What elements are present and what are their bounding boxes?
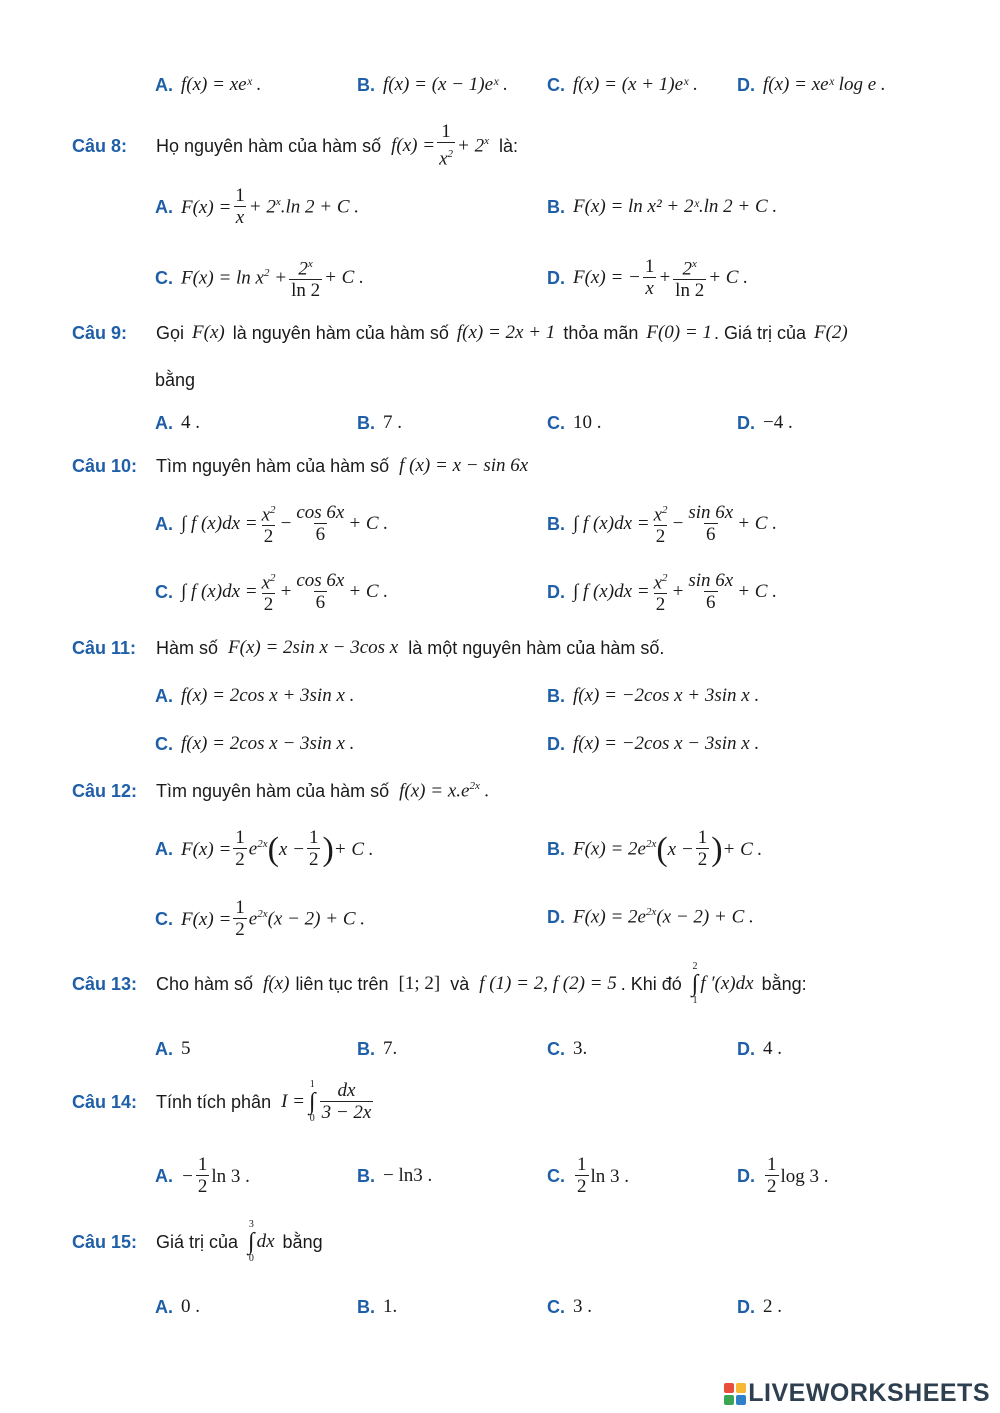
q12-option-c[interactable]: C. F(x) = $\frac{1}{2}$ $e^{2x}(x - 2) + C$ . [155, 897, 365, 940]
option-value: 1. [383, 1296, 398, 1317]
option-label: C. [155, 581, 173, 602]
option-label: B. [357, 1038, 375, 1059]
question-10: Câu 10: Tìm nguyên hàm của hàm số f (x) = x − sin 6x [72, 455, 529, 476]
option-label: A. [155, 685, 173, 706]
option-label: C. [155, 733, 173, 754]
question-text: . Giá trị của [713, 322, 806, 343]
question-text: và [450, 973, 470, 994]
q13-option-a[interactable] [155, 1038, 191, 1060]
q14-option-a[interactable]: A. − $\frac{1}{2}$ ln 3 . [155, 1154, 250, 1197]
q11-option-d[interactable] [547, 733, 759, 755]
option-label: C. [547, 412, 565, 433]
option-label: A. [155, 74, 173, 95]
option-label: D. [547, 733, 565, 754]
question-text: Tìm nguyên hàm của hàm số [156, 780, 390, 801]
option-label: A. [155, 1296, 173, 1317]
q10-option-d[interactable]: D. ∫ f (x)dx = $\frac{x^2}{2}$ + $\frac{\sin 6x}{6}$ + C . [547, 569, 777, 616]
logo-text: LIVEWORKSHEETS [748, 1379, 990, 1407]
question-label: Câu 15: [72, 1231, 138, 1252]
q11-option-c[interactable] [155, 733, 354, 755]
q9-option-c[interactable] [547, 412, 602, 434]
option-label: D. [737, 1296, 755, 1317]
q13-option-b[interactable] [357, 1038, 397, 1060]
q12-option-b[interactable]: B. $F(x) = 2e^{2x}$ ( x − $\frac{1}{2}$ ) + C . [547, 827, 763, 870]
option-value: 4 . [763, 1038, 782, 1059]
q9-option-b[interactable] [357, 412, 402, 434]
question-text: Hàm số [156, 637, 219, 658]
question-label: Câu 13: [72, 973, 138, 994]
question-label: Câu 11: [72, 637, 137, 658]
question-label: Câu 10: [72, 455, 138, 476]
question-label: Câu 12: [72, 780, 138, 801]
question-12: Câu 12: Tìm nguyên hàm của hàm số $f(x) = x.e^{2x}$ . [72, 780, 490, 802]
option-label: D. [737, 412, 755, 433]
prev-option-c[interactable] [547, 74, 698, 96]
q12-option-a[interactable]: A. F(x) = $\frac{1}{2}$ $e^{2x}$ ( x − $\frac{1}{2}$ ) + C . [155, 827, 374, 870]
option-label: C. [155, 267, 173, 288]
question-text: Cho hàm số [156, 973, 254, 994]
question-text: là nguyên hàm của hàm số [232, 322, 449, 343]
option-label: B. [357, 1165, 375, 1186]
q15-option-c[interactable] [547, 1296, 592, 1318]
question-text: . Khi đó [620, 973, 682, 994]
question-tail: là: [498, 135, 518, 156]
q11-option-a[interactable] [155, 685, 354, 707]
option-math: f(x) = 2cos x − 3sin x . [181, 733, 355, 754]
question-13: Câu 13: Cho hàm số f(x) liên tục trên [1; 2] và f (1) = 2, f (2) = 5 . Khi đó 2 ∫ 1 f ′(x)dx bằng: [72, 961, 807, 1006]
option-label: B. [547, 196, 565, 217]
option-label: C. [155, 909, 173, 929]
option-value: 7. [383, 1038, 398, 1059]
option-value: 3. [573, 1038, 588, 1059]
q14-option-c[interactable]: C. $\frac{1}{2}$ ln 3 . [547, 1154, 630, 1197]
option-label: B. [547, 839, 565, 859]
option-label: A. [155, 1038, 173, 1059]
q10-option-a[interactable]: A. ∫ f (x)dx = $\frac{x^2}{2}$ − $\frac{\cos 6x}{6}$ + C . [155, 501, 389, 548]
q9-option-a[interactable] [155, 412, 200, 434]
option-label: D. [737, 74, 755, 95]
option-value: 0 . [181, 1296, 200, 1317]
option-label: C. [547, 1038, 565, 1059]
option-value: 7 . [383, 412, 402, 433]
option-math: f(x) = −2cos x + 3sin x . [573, 685, 760, 706]
q14-option-d[interactable]: D. $\frac{1}{2}$ log 3 . [737, 1154, 829, 1197]
option-label: C. [547, 1296, 565, 1317]
option-label: C. [547, 74, 565, 95]
question-15: Câu 15: Giá trị của 3 ∫ 0 dx bằng [72, 1219, 323, 1264]
option-value: −4 . [763, 412, 793, 433]
q9-option-d[interactable] [737, 412, 793, 434]
q15-option-d[interactable] [737, 1296, 782, 1318]
option-math: f(x) = xeˣ log e . [763, 74, 886, 95]
option-math: f(x) = (x − 1)eˣ . [383, 74, 508, 95]
q8-option-d[interactable]: D. F(x) = − $\frac{1}{x}$ + $\frac{2^x}{\ln 2}$ + C . [547, 255, 748, 302]
question-14: Câu 14: Tính tích phân I = 1 ∫ 0 $\frac{dx}{3 - 2x}$ [72, 1079, 372, 1124]
q13-option-d[interactable] [737, 1038, 782, 1060]
option-label: B. [357, 412, 375, 433]
option-label: B. [357, 74, 375, 95]
question-text: Gọi [156, 322, 185, 343]
option-label: A. [155, 1166, 173, 1186]
question-label: Câu 8: [72, 135, 128, 156]
question-text: thỏa mãn [563, 322, 639, 343]
option-value: 4 . [181, 412, 200, 433]
option-value: 10 . [573, 412, 602, 433]
option-label: D. [547, 581, 565, 602]
option-label: B. [357, 1296, 375, 1317]
q15-option-a[interactable] [155, 1296, 200, 1318]
option-value: 3 . [573, 1296, 592, 1317]
question-label: Câu 14: [72, 1091, 138, 1112]
option-value: − ln3 . [383, 1165, 433, 1186]
question-9: Câu 9: Gọi F(x) là nguyên hàm của hàm số f(x) = 2x + 1 thỏa mãn F(0) = 1 . Giá trị của F(2) [72, 322, 848, 343]
option-label: A. [155, 412, 173, 433]
question-text: Giá trị của [156, 1231, 239, 1252]
q10-option-b[interactable]: B. ∫ f (x)dx = $\frac{x^2}{2}$ − $\frac{\sin 6x}{6}$ + C . [547, 501, 777, 548]
liveworksheets-logo[interactable] [724, 1379, 990, 1408]
question-text: Tính tích phân [156, 1091, 272, 1112]
option-math: F(x) = ln x² + 2ˣ.ln 2 + C . [573, 196, 778, 217]
question-text: bằng [282, 1231, 323, 1252]
q8-option-b[interactable] [547, 196, 777, 218]
option-label: A. [155, 513, 173, 534]
option-label: A. [155, 839, 173, 859]
question-text: liên tục trên [295, 973, 389, 994]
option-label: B. [547, 685, 565, 706]
question-9-continuation: bằng [155, 370, 196, 390]
question-8: Câu 8: Họ nguyên hàm của hàm số f(x) = $\frac{1}{x^2}$ + $2^x$ là: [72, 121, 518, 170]
question-11: Câu 11: Hàm số F(x) = 2sin x − 3cos x là một nguyên hàm của hàm số. [72, 637, 665, 658]
q8-option-a[interactable]: A. F(x) = $\frac{1}{x}$ + $2^x.\ln$ 2 + C . [155, 185, 360, 228]
option-value: 5 [181, 1038, 191, 1059]
prev-option-d[interactable] [737, 74, 886, 96]
question-label: Câu 9: [72, 322, 128, 343]
option-math: f(x) = 2cos x + 3sin x . [181, 685, 355, 706]
q11-option-b[interactable] [547, 685, 759, 707]
option-math: f(x) = (x + 1)eˣ . [573, 74, 698, 95]
logo-blocks-icon [724, 1383, 746, 1405]
q10-option-c[interactable]: C. ∫ f (x)dx = $\frac{x^2}{2}$ + $\frac{\cos 6x}{6}$ + C . [155, 569, 389, 616]
prev-option-a[interactable] [155, 74, 261, 96]
question-text: là một nguyên hàm của hàm số. [408, 637, 665, 658]
option-label: A. [155, 197, 173, 217]
question-text: Họ nguyên hàm của hàm số [156, 135, 382, 156]
option-label: D. [737, 1166, 755, 1186]
q15-option-b[interactable] [357, 1296, 397, 1318]
question-text: bằng: [761, 973, 807, 994]
option-math: f(x) = xeˣ . [181, 74, 262, 95]
q13-option-c[interactable] [547, 1038, 587, 1060]
option-label: D. [547, 267, 565, 288]
q14-option-b[interactable] [357, 1165, 432, 1187]
prev-option-b[interactable] [357, 74, 508, 96]
option-label: C. [547, 1166, 565, 1186]
option-value: 2 . [763, 1296, 782, 1317]
q8-option-c[interactable]: C. $F(x) = \ln x^2$ + $\frac{2^x}{\ln 2}$ + C . [155, 258, 364, 302]
option-label: D. [547, 906, 565, 927]
option-math: f(x) = −2cos x − 3sin x . [573, 733, 760, 754]
option-label: D. [737, 1038, 755, 1059]
q12-option-d[interactable]: D. $F(x) = 2e^{2x}(x - 2) + C$ . [547, 906, 754, 928]
option-label: B. [547, 513, 565, 534]
question-text: Tìm nguyên hàm của hàm số [156, 455, 390, 476]
